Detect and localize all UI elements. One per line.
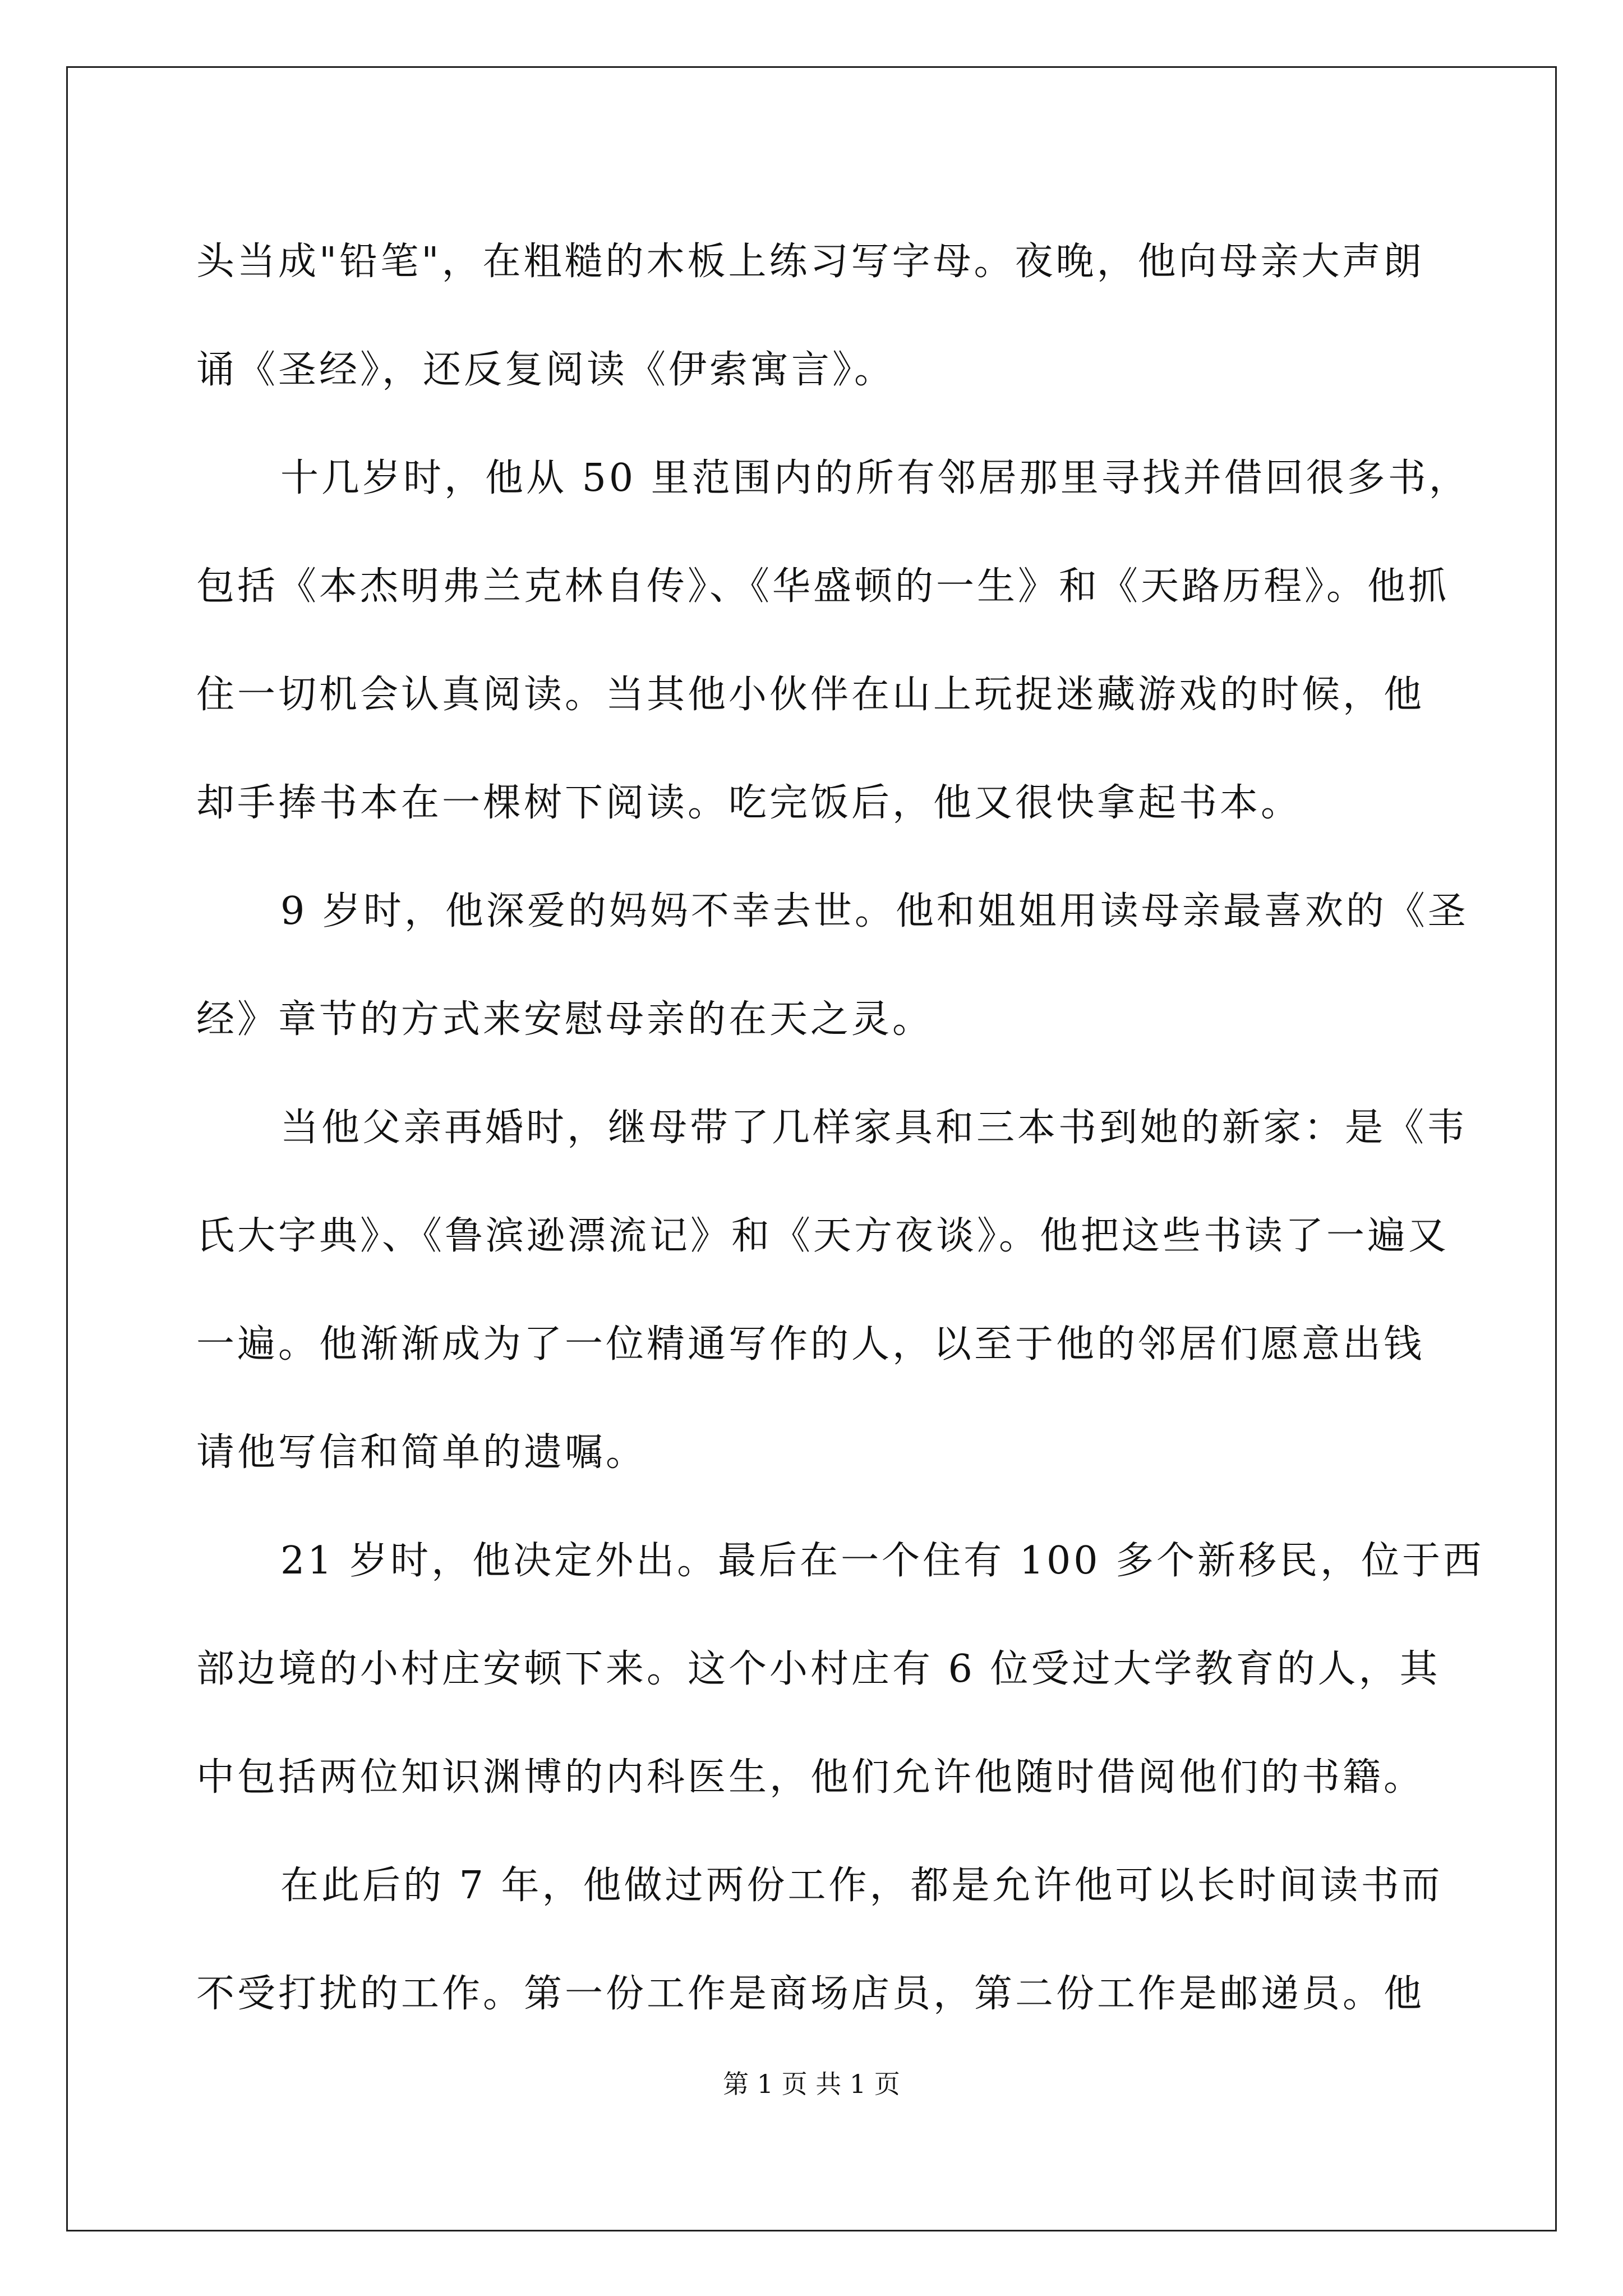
text-line: 在此后的 7 年，他做过两份工作，都是允许他可以长时间读书而 <box>280 1864 1443 1908</box>
text-line: 不受打扰的工作。第一份工作是商场店员，第二份工作是邮递员。他 <box>196 1972 1425 2016</box>
text-line: 住一切机会认真阅读。当其他小伙伴在山上玩捉迷藏游戏的时候，他 <box>196 673 1425 717</box>
text-line: 中包括两位知识渊博的内科医生，他们允许他随时借阅他们的书籍。 <box>196 1755 1425 1800</box>
text-line: 部边境的小村庄安顿下来。这个小村庄有 6 位受过大学教育的人，其 <box>196 1647 1441 1691</box>
text-line: 21 岁时，他决定外出。最后在一个住有 100 多个新移民，位于西 <box>280 1539 1484 1583</box>
text-line: 却手捧书本在一棵树下阅读。吃完饭后，他又很快拿起书本。 <box>196 781 1302 825</box>
text-line: 一遍。他渐渐成为了一位精通写作的人，以至于他的邻居们愿意出钱 <box>196 1322 1425 1366</box>
text-line: 氏大字典》、《鲁滨逊漂流记》和《天方夜谈》。他把这些书读了一遍又 <box>196 1214 1450 1258</box>
text-line: 十几岁时，他从 50 里范围内的所有邻居那里寻找并借回很多书， <box>280 456 1470 500</box>
text-line: 请他写信和简单的遗嘱。 <box>196 1430 647 1475</box>
text-line: 头当成"铅笔"，在粗糙的木板上练习写字母。夜晚，他向母亲大声朗 <box>196 240 1424 284</box>
text-line: 包括《本杰明弗兰克林自传》、《华盛顿的一生》和《天路历程》。他抓 <box>196 564 1450 609</box>
text-line: 当他父亲再婚时，继母带了几样家具和三本书到她的新家：是《韦 <box>280 1106 1468 1150</box>
page-footer: 第 1 页 共 1 页 <box>723 2069 900 2099</box>
text-line: 9 岁时，他深爱的妈妈不幸去世。他和姐姐用读母亲最喜欢的《圣 <box>280 889 1469 933</box>
text-line: 经》章节的方式来安慰母亲的在天之灵。 <box>196 997 934 1042</box>
text-line: 诵《圣经》，还反复阅读《伊索寓言》。 <box>196 348 896 392</box>
document-body <box>196 208 1484 2048</box>
